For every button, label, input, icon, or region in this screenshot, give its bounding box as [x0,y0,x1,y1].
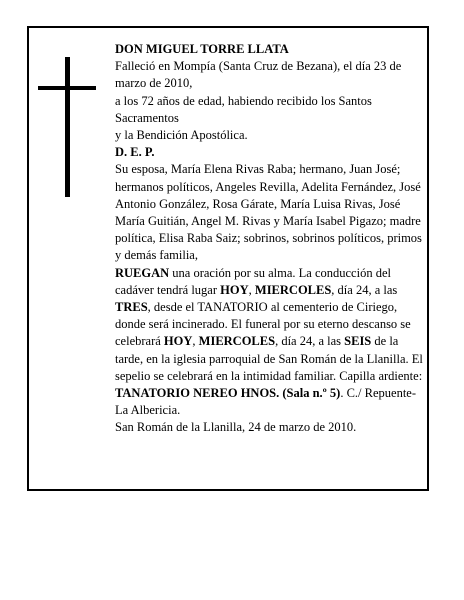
service-text-4: , día 24, a las [275,334,345,349]
deceased-name: DON MIGUEL TORRE LLATA [115,42,289,56]
blessing-line: y la Bendición Apostólica. [115,128,248,143]
miercoles-word-2: MIERCOLES [198,334,276,349]
cross-vertical-bar [65,57,70,197]
cross-icon [38,57,96,197]
dep-line: D. E. P. [115,145,155,160]
seis-word: SEIS [344,334,372,349]
service-details [115,265,427,420]
tanatorio-name: TANATORIO NEREO HNOS. (Sala n.º 5) [115,386,341,401]
service-text-6: . C./ Repuente-La Albericia. [115,386,417,418]
comma-1: , [248,282,255,297]
death-line: Falleció en Mompía (Santa Cruz de Bezana), el día 23 de marzo de 2010, [115,59,402,91]
service-text-3: , desde el TANATORIO al cementerio de Ciriego, donde será incinerado. El funeral por su eterno descanso se celebrará [115,300,411,349]
age-line: a los 72 años de edad, habiendo recibido los Santos Sacramentos [115,93,372,125]
service-text-5: de la tarde, en la iglesia parroquial de San Román de la Llanilla. El sepelio se celebrará en la intimidad familiar. Capilla ardiente: [115,334,423,383]
service-text-1: una oración por su alma. La conducción del cadáver tendrá lugar [115,265,391,297]
notice-text [115,41,427,437]
hoy-word-1: HOY [220,282,249,297]
family-list: Su esposa, María Elena Rivas Raba; hermano, Juan José; hermanos políticos, Angeles Revilla, Adelita Fernández, José Antonio González, Rosa Gárate, María Luisa Rivas, José María Guitián, Angel M. Rivas y María Isabel Pigazo; madre política, Elisa Raba Saiz; sobrinos, sobrinos políticos, primos y demás familia, [115,162,422,263]
ruegan-word: RUEGAN [115,265,170,280]
comma-2: , [192,334,199,349]
hoy-word-2: HOY [163,334,193,349]
closing-line: San Román de la Llanilla, 24 de marzo de 2010. [115,420,357,435]
cross-horizontal-bar [38,86,96,90]
service-text-2: , día 24, a las [331,282,398,297]
obituary-notice [27,26,429,491]
tres-word: TRES [115,300,148,315]
miercoles-word-1: MIERCOLES [254,282,332,297]
